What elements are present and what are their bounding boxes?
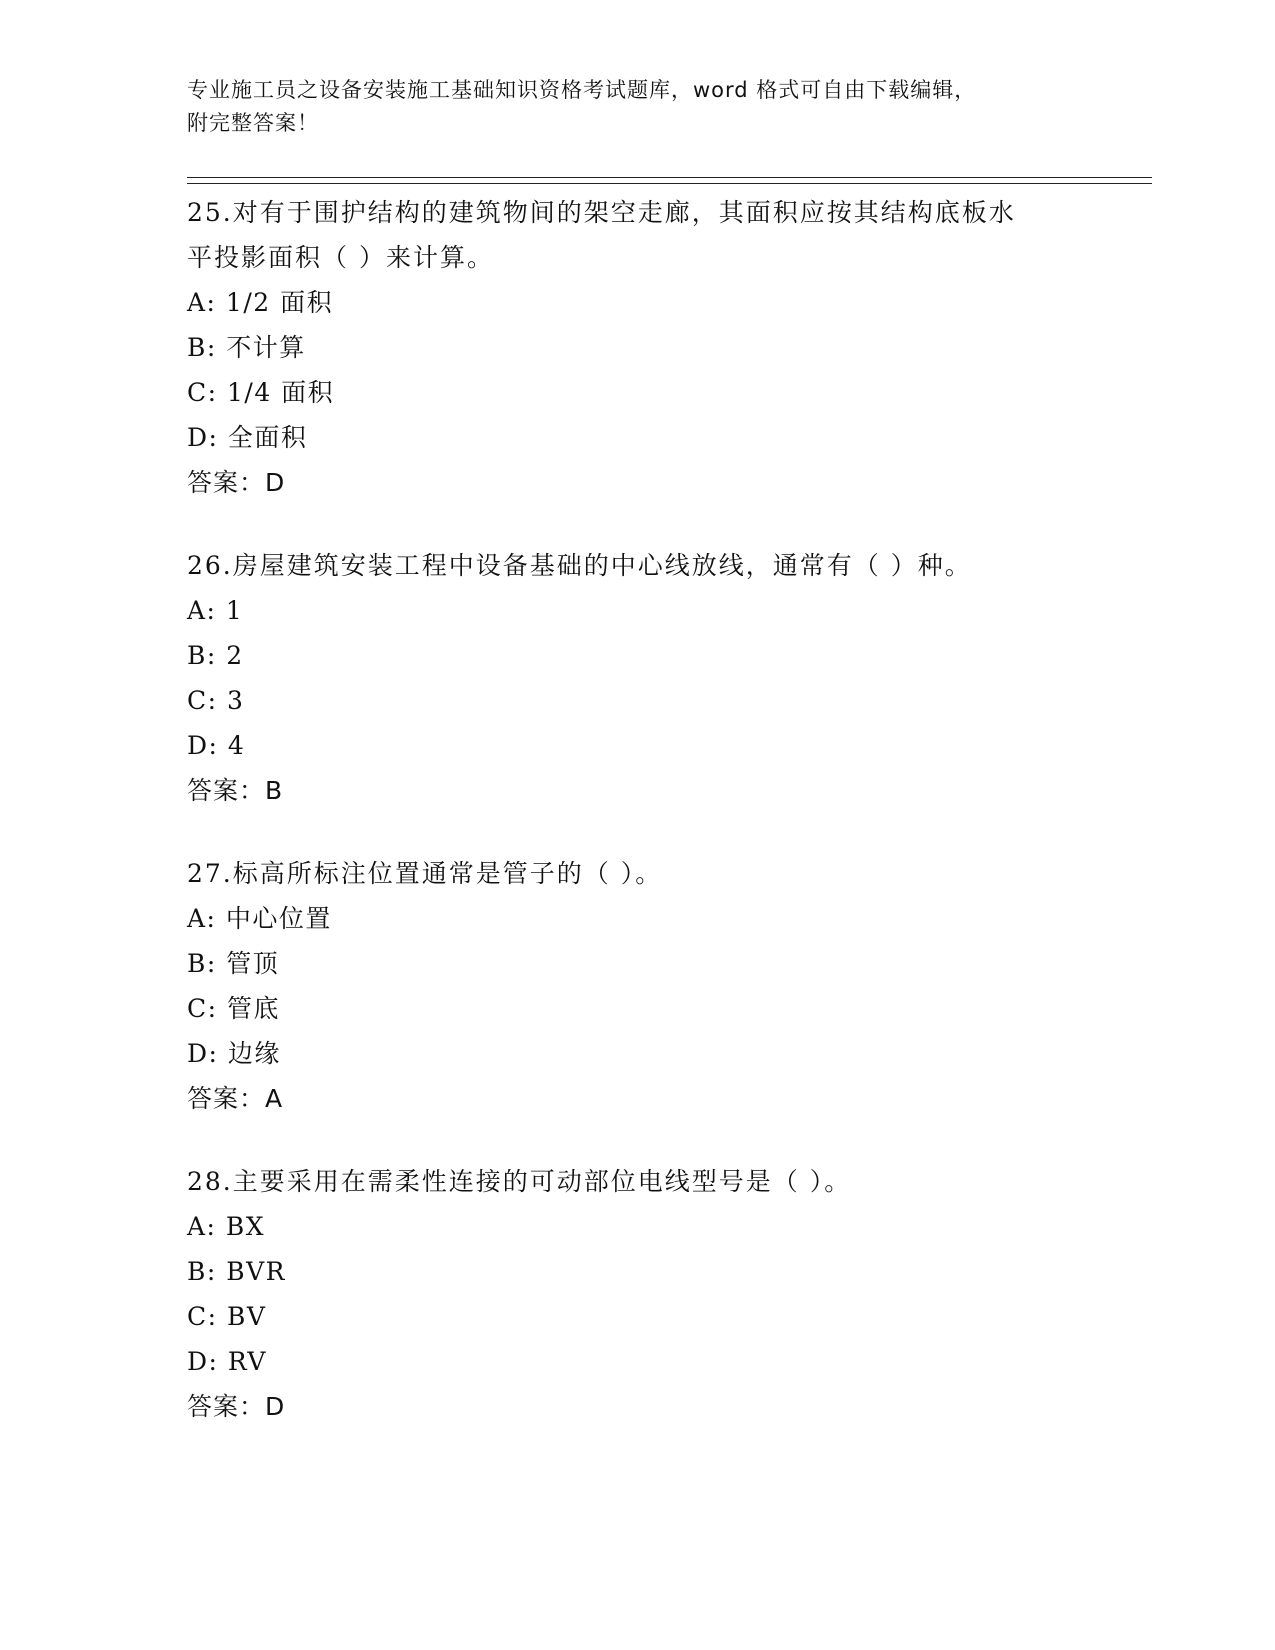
option-a: A: 1/2 面积: [187, 288, 334, 317]
option-b: B: 管顶: [187, 949, 280, 978]
option-c: C: 3: [187, 686, 245, 715]
option-b: B: 2: [187, 641, 244, 670]
option-b: B: 不计算: [187, 333, 306, 362]
document-header: [187, 74, 1087, 140]
question-stem: 27.标高所标注位置通常是管子的（ ）。: [187, 859, 663, 888]
option-d: D: RV: [187, 1347, 267, 1376]
header-divider-bottom: [187, 183, 1152, 184]
question-stem: 26.房屋建筑安装工程中设备基础的中心线放线，通常有（ ）种。: [187, 551, 972, 580]
header-line-1: 专业施工员之设备安装施工基础知识资格考试题库，word 格式可自由下载编辑，: [187, 78, 977, 102]
option-a: A: 中心位置: [187, 904, 332, 933]
header-line-2: 附完整答案！: [187, 111, 319, 135]
question-list: [187, 190, 1087, 1467]
option-c: C: 管底: [187, 994, 280, 1023]
question-stem: 25.对有于围护结构的建筑物间的架空走廊，其面积应按其结构底板水: [187, 198, 1016, 227]
option-d: D: 边缘: [187, 1039, 281, 1068]
option-c: C: 1/4 面积: [187, 378, 335, 407]
question-stem: 28.主要采用在需柔性连接的可动部位电线型号是（ ）。: [187, 1167, 852, 1196]
answer-line: 答案：A: [187, 1084, 284, 1113]
question-25: [187, 190, 1087, 505]
option-a: A: 1: [187, 596, 244, 625]
answer-line: 答案：D: [187, 468, 286, 497]
question-stem-continued: 平投影面积（ ）来计算。: [187, 243, 494, 272]
question-28: [187, 1159, 1087, 1429]
option-c: C: BV: [187, 1302, 267, 1331]
option-d: D: 4: [187, 731, 246, 760]
question-27: [187, 851, 1087, 1121]
answer-line: 答案：D: [187, 1392, 286, 1421]
option-a: A: BX: [187, 1212, 266, 1241]
answer-line: 答案：B: [187, 776, 284, 805]
option-b: B: BVR: [187, 1257, 286, 1286]
option-d: D: 全面积: [187, 423, 308, 452]
header-divider-top: [187, 177, 1152, 178]
question-26: [187, 543, 1087, 813]
